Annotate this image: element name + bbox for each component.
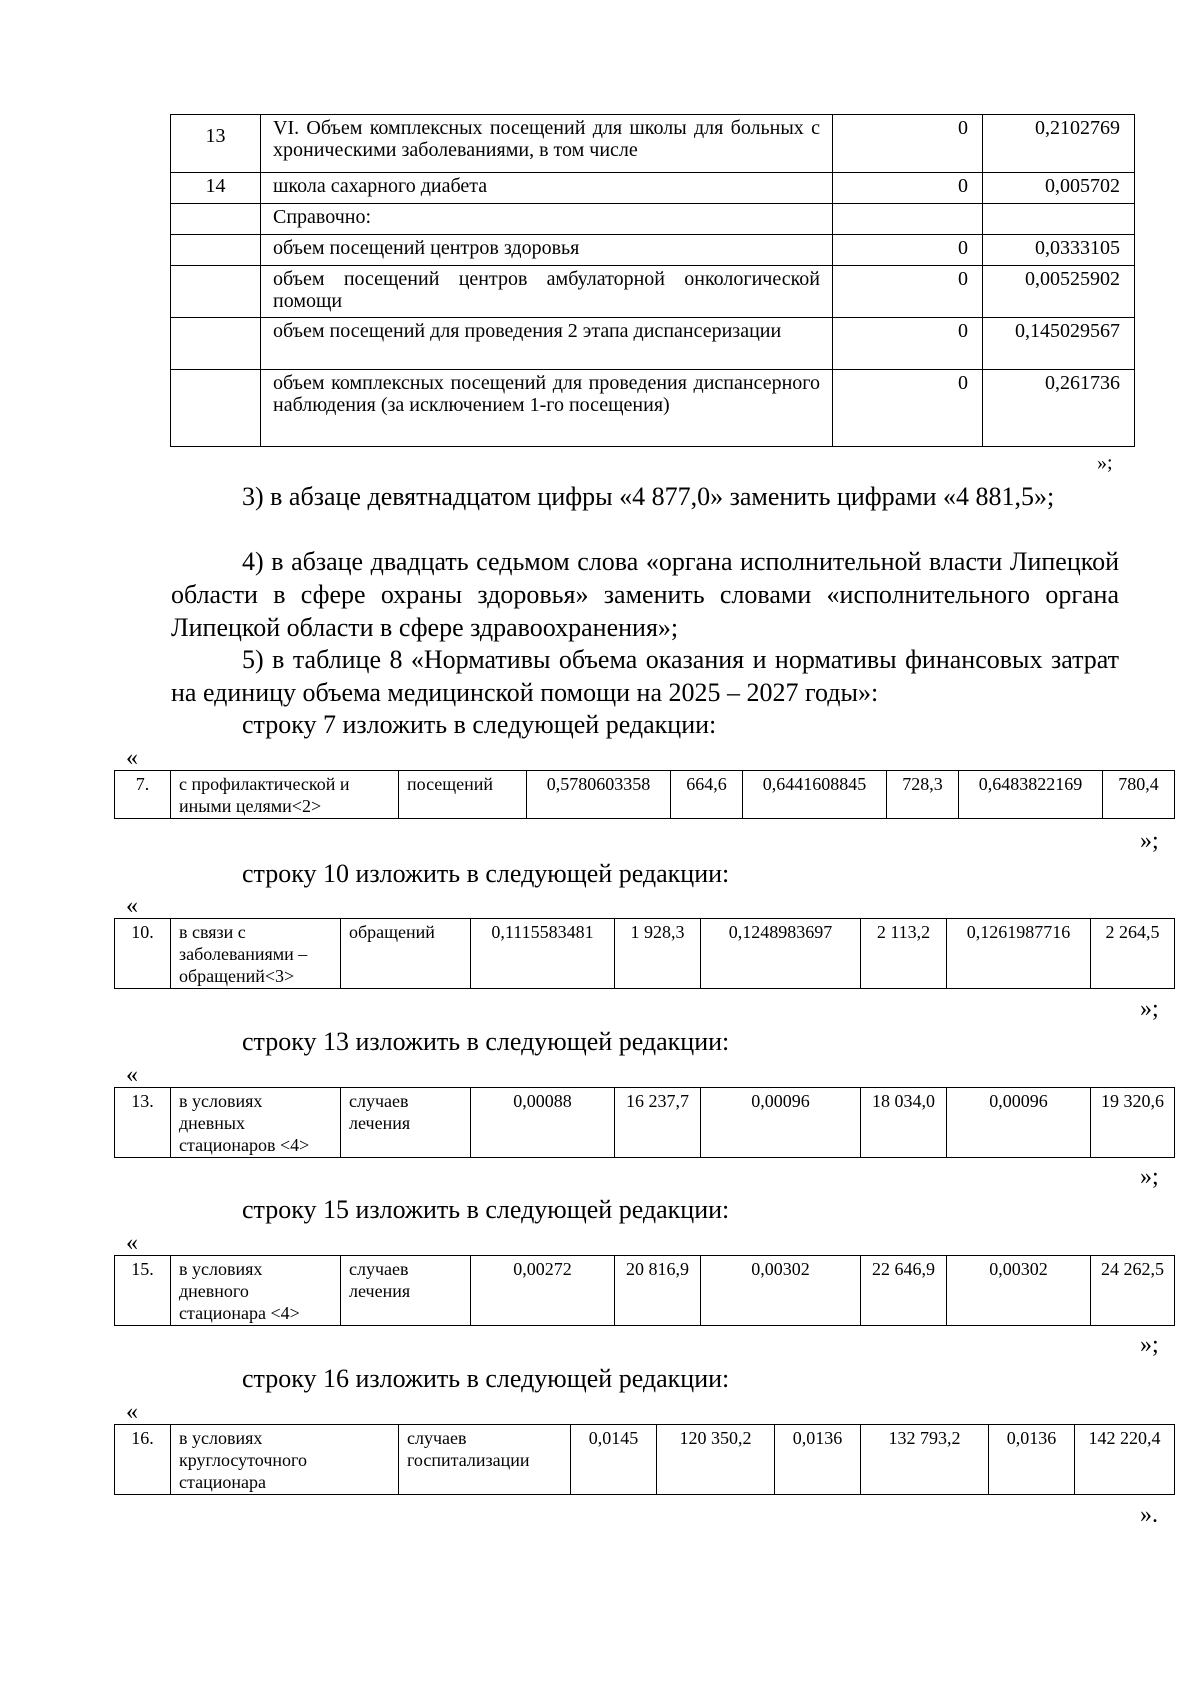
cell-value: 0,1115583481 [471, 919, 615, 989]
cell-value: 142 220,4 [1075, 1425, 1175, 1495]
table-row [115, 771, 1175, 819]
row-13-heading: строку 13 изложить в следующей редакции: [242, 1027, 730, 1056]
table-row [115, 919, 1175, 989]
table-row [171, 266, 1135, 318]
table-row [171, 173, 1135, 204]
cell-unit: обращений [341, 919, 471, 989]
cell-value: 18 034,0 [861, 1088, 947, 1158]
opening-quote: « [126, 893, 138, 919]
opening-quote: « [126, 1399, 138, 1425]
row-15-table [114, 1255, 1175, 1326]
cell-number: 15. [115, 1256, 171, 1326]
cell-value: 0,00096 [947, 1088, 1091, 1158]
row-value-1: 0 [833, 266, 983, 318]
row-value-2: 0,145029567 [983, 318, 1135, 370]
cell-value: 0,00302 [701, 1256, 861, 1326]
cell-description: в условиях дневных стационаров <4> [171, 1088, 341, 1158]
cell-number: 10. [115, 919, 171, 989]
cell-value: 0,0145 [571, 1425, 657, 1495]
row-10-table [114, 918, 1175, 989]
cell-value: 1 928,3 [615, 919, 701, 989]
row-7-table [114, 770, 1175, 819]
closing-quote: »; [1140, 996, 1159, 1022]
top-table [170, 114, 1135, 447]
cell-value: 0,00272 [471, 1256, 615, 1326]
row-number [171, 318, 261, 370]
row-16-table [114, 1424, 1175, 1495]
table-row [171, 204, 1135, 235]
closing-quote: »; [1140, 1164, 1159, 1190]
row-value-2: 0,005702 [983, 173, 1135, 204]
row-value-2 [983, 204, 1135, 235]
cell-value: 0,0136 [775, 1425, 861, 1495]
closing-quote: ». [1140, 1502, 1158, 1528]
row-value-1: 0 [833, 115, 983, 173]
cell-number: 7. [115, 771, 171, 819]
row-value-2: 0,261736 [983, 370, 1135, 447]
row-7-heading: строку 7 изложить в следующей редакции: [242, 710, 717, 739]
row-description: VI. Объем комплексных посещений для школы для больных с хроническими заболеваниями, в том числе [261, 115, 833, 173]
opening-quote: « [126, 1062, 138, 1088]
table-row [115, 1088, 1175, 1158]
closing-quote: »; [1097, 452, 1113, 474]
cell-value: 0,6441608845 [743, 771, 887, 819]
opening-quote: « [126, 745, 138, 771]
row-value-2: 0,00525902 [983, 266, 1135, 318]
row-number [171, 204, 261, 235]
row-16-heading: строку 16 изложить в следующей редакции: [242, 1364, 730, 1393]
cell-value: 0,00088 [471, 1088, 615, 1158]
row-number [171, 370, 261, 447]
table-row [171, 235, 1135, 266]
cell-value: 0,00302 [947, 1256, 1091, 1326]
cell-value: 22 646,9 [861, 1256, 947, 1326]
cell-value: 728,3 [887, 771, 959, 819]
row-value-1: 0 [833, 235, 983, 266]
table-row [115, 1256, 1175, 1326]
row-description: Справочно: [261, 204, 833, 235]
cell-description: в условиях дневного стационара <4> [171, 1256, 341, 1326]
cell-value: 0,1261987716 [947, 919, 1091, 989]
cell-value: 0,0136 [989, 1425, 1075, 1495]
cell-value: 24 262,5 [1091, 1256, 1175, 1326]
row-value-2: 0,0333105 [983, 235, 1135, 266]
closing-quote: »; [1140, 1332, 1159, 1358]
row-value-1 [833, 204, 983, 235]
row-description: школа сахарного диабета [261, 173, 833, 204]
cell-value: 780,4 [1103, 771, 1175, 819]
row-10-heading: строку 10 изложить в следующей редакции: [242, 859, 730, 888]
table-row [171, 115, 1135, 173]
table-row [171, 370, 1135, 447]
row-value-1: 0 [833, 370, 983, 447]
row-value-1: 0 [833, 318, 983, 370]
cell-description: в связи с заболеваниями – обращений<3> [171, 919, 341, 989]
cell-value: 132 793,2 [861, 1425, 989, 1495]
cell-value: 2 113,2 [861, 919, 947, 989]
cell-value: 20 816,9 [615, 1256, 701, 1326]
row-value-2: 0,2102769 [983, 115, 1135, 173]
cell-value: 16 237,7 [615, 1088, 701, 1158]
table-row [115, 1425, 1175, 1495]
closing-quote: »; [1140, 828, 1159, 854]
row-description: объем комплексных посещений для проведения диспансерного наблюдения (за исключением 1-го посещения) [261, 370, 833, 447]
cell-value: 120 350,2 [657, 1425, 775, 1495]
row-description: объем посещений для проведения 2 этапа диспансеризации [261, 318, 833, 370]
row-number: 14 [171, 173, 261, 204]
paragraph-3: 3) в абзаце девятнадцатом цифры «4 877,0» заменить цифрами «4 881,5»; [242, 482, 1055, 511]
row-number [171, 266, 261, 318]
cell-value: 0,00096 [701, 1088, 861, 1158]
cell-value: 0,1248983697 [701, 919, 861, 989]
row-value-1: 0 [833, 173, 983, 204]
table-row [171, 318, 1135, 370]
cell-unit: случаев лечения [341, 1088, 471, 1158]
cell-value: 19 320,6 [1091, 1088, 1175, 1158]
row-15-heading: строку 15 изложить в следующей редакции: [242, 1195, 730, 1224]
cell-unit: случаев госпитализации [399, 1425, 571, 1495]
cell-value: 2 264,5 [1091, 919, 1175, 989]
row-number [171, 235, 261, 266]
row-description: объем посещений центров здоровья [261, 235, 833, 266]
cell-number: 13. [115, 1088, 171, 1158]
cell-number: 16. [115, 1425, 171, 1495]
opening-quote: « [126, 1230, 138, 1256]
cell-value: 0,5780603358 [527, 771, 671, 819]
row-description: объем посещений центров амбулаторной онкологической помощи [261, 266, 833, 318]
row-13-table [114, 1087, 1175, 1158]
paragraph-5: 5) в таблице 8 «Нормативы объема оказания и нормативы финансовых затрат на единицу объема медицинской помощи на 2025 – 2027 годы»: [171, 645, 1119, 707]
row-number: 13 [171, 115, 261, 173]
cell-value: 664,6 [671, 771, 743, 819]
cell-unit: посещений [399, 771, 527, 819]
cell-description: с профилактической и иными целями<2> [171, 771, 399, 819]
cell-unit: случаев лечения [341, 1256, 471, 1326]
cell-value: 0,6483822169 [959, 771, 1103, 819]
paragraph-4: 4) в абзаце двадцать седьмом слова «органа исполнительной власти Липецкой области в сфере охраны здоровья» заменить словами «исполнительного органа Липецкой области в сфере здравоохранения»; [171, 547, 1119, 642]
cell-description: в условиях круглосуточного стационара [171, 1425, 399, 1495]
